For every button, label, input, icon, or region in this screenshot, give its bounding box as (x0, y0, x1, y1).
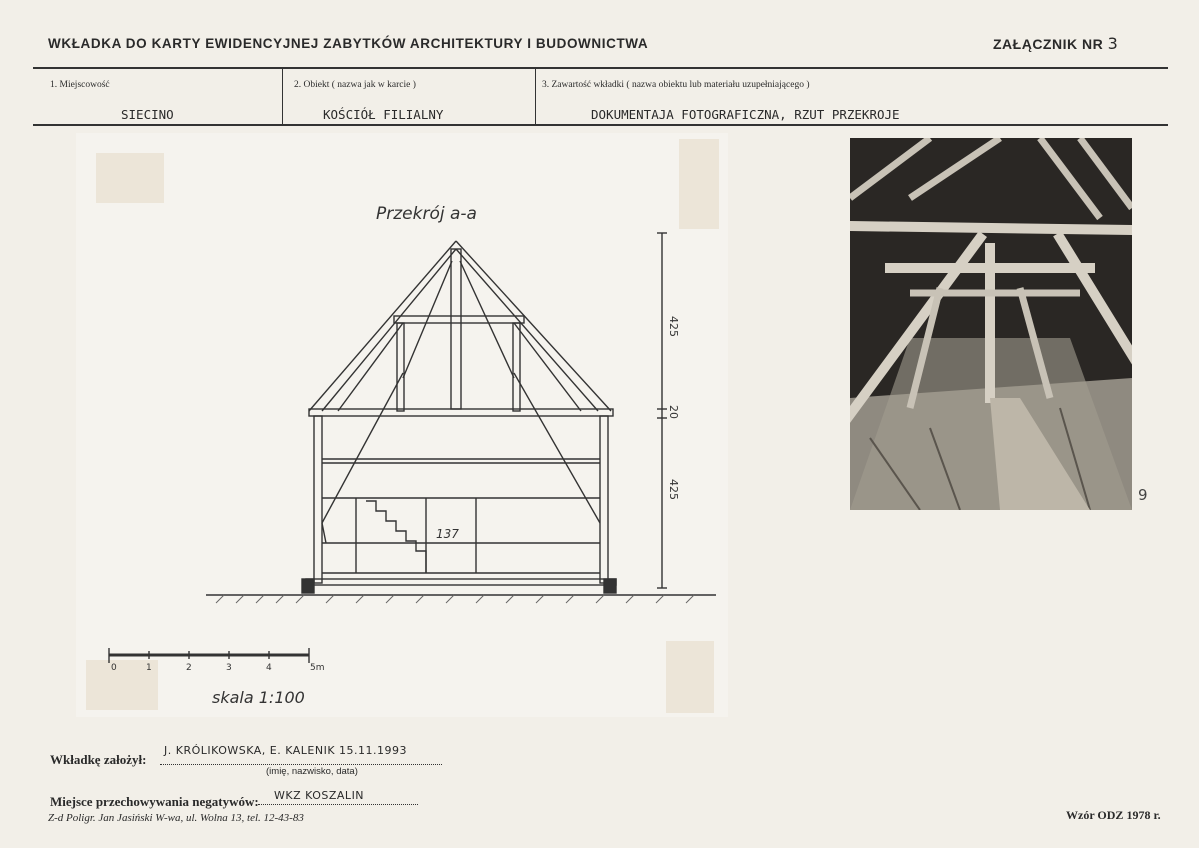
drawing-title: Przekrój a-a (376, 204, 477, 224)
object-label: 2. Obiekt ( nazwa jak w karcie ) (294, 80, 416, 90)
scale-tick-1: 1 (146, 663, 152, 673)
dimension-bottom: 425 (667, 479, 680, 500)
header-rule (33, 67, 1168, 69)
scale-tick-2: 2 (186, 663, 192, 673)
content-value: DOKUMENTAJA FOTOGRAFICZNA, RZUT PRZEKROJE (591, 107, 900, 122)
scale-tick-4: 4 (266, 663, 272, 673)
stair-label: 137 (436, 527, 459, 541)
field-divider-1 (282, 69, 283, 125)
locality-label: 1. Miejscowość (50, 80, 110, 90)
founded-value: J. KRÓLIKOWSKA, E. KALENIK 15.11.1993 (164, 744, 408, 757)
dimension-middle: 20 (667, 405, 680, 419)
scale-tick-5: 5m (310, 663, 325, 673)
object-value: KOŚCIÓŁ FILIALNY (323, 107, 444, 122)
form-number: Wzór ODZ 1978 r. (1066, 808, 1161, 822)
scale-tick-0: 0 (111, 663, 117, 673)
negatives-value: WKZ KOSZALIN (274, 789, 365, 802)
section-drawing-panel (76, 133, 728, 717)
negatives-label: Miejsce przechowywania negatywów: (50, 794, 259, 809)
founded-dotline (160, 764, 442, 765)
photo-number: 9 (1138, 486, 1148, 504)
scale-tick-3: 3 (226, 663, 232, 673)
attic-photograph (850, 138, 1132, 510)
negatives-dotline (258, 804, 418, 805)
dimension-top: 425 (667, 316, 680, 337)
document-title: WKŁADKA DO KARTY EWIDENCYJNEJ ZABYTKÓW ARCHITEKTURY I BUDOWNICTWA (48, 36, 649, 51)
locality-value: SIECINO (121, 107, 174, 122)
scale-caption: skala 1:100 (212, 688, 305, 707)
attic-photograph-image (850, 138, 1132, 510)
founded-hint: (imię, nazwisko, data) (266, 766, 358, 777)
annex-label (993, 34, 1118, 53)
fields-rule (33, 124, 1168, 126)
cross-section-drawing (76, 133, 728, 717)
founded-label: Wkładkę założył: (50, 752, 147, 767)
printer-imprint: Z-d Poligr. Jan Jasiński W-wa, ul. Wolna 13, tel. 12-43-83 (48, 812, 304, 824)
content-label: 3. Zawartość wkładki ( nazwa obiektu lub materiału uzupełniającego ) (542, 80, 810, 90)
field-divider-2 (535, 69, 536, 125)
annex-label-text: ZAŁĄCZNIK NR (993, 36, 1104, 52)
annex-number: 3 (1107, 34, 1119, 53)
